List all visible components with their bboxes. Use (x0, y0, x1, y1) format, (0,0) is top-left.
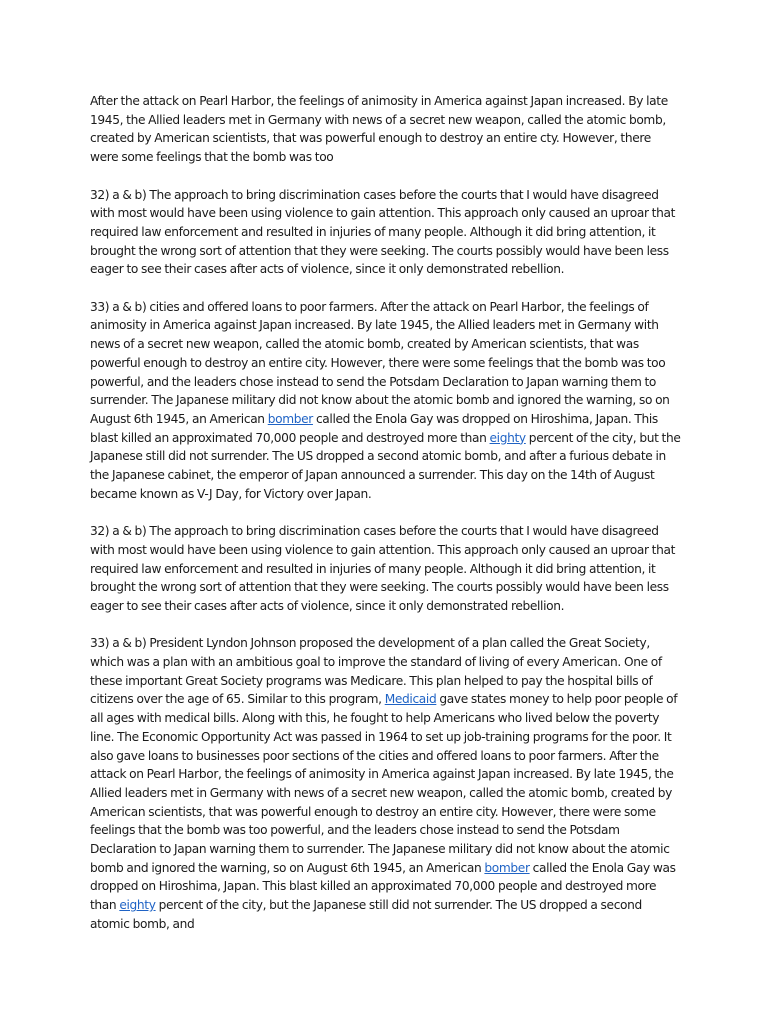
paragraph-text: 33) a & b) President Lyndon Johnson proposed the development of a plan called the Great Society, which was a plan with an ambitious goal to improve the standard of living of every American. One of these important Great Society programs was Medicare. This plan helped to pay the hospital bills of citizens over the age of 65. Similar to this program, (90, 636, 662, 707)
document-body (90, 92, 682, 952)
paragraph-text: called the Enola Gay was dropped on Hiroshima, Japan. This blast killed an approximated 70,000 people and destroyed more than (90, 860, 676, 913)
paragraph-text: 32) a & b) The approach to bring discrimination cases before the courts that I would have disagreed with most would have been using violence to gain attention. This approach only caused an uproar that required law enforcement and resulted in injuries of many people. Although it did bring attention, it brought the wrong sort of attention that they were seeking. The courts possibly would have been less eager to see their cases after acts of violence, since it only demonstrated rebellion. (90, 524, 676, 613)
paragraph-answer-33 (90, 298, 682, 504)
paragraph-text: called the Enola Gay was dropped on Hiroshima, Japan. This blast killed an approximated 70,000 people and destroyed more than (90, 411, 658, 445)
medicaid-link[interactable]: Medicaid (384, 692, 437, 707)
paragraph-text: After the attack on Pearl Harbor, the feelings of animosity in America against Japan increased. By late 1945, the Allied leaders met in Germany with news of a secret new weapon, called the atomic bomb, created by American scientists, that was powerful enough to destroy an entire cty. However, there were some feelings that the bomb was too (90, 94, 668, 165)
paragraph-text: 32) a & b) The approach to bring discrimination cases before the courts that I would have disagreed with most would have been using violence to gain attention. This approach only caused an uproar that required law enforcement and resulted in injuries of many people. Although it did bring attention, it brought the wrong sort of attention that they were seeking. The courts possibly would have been less eager to see their cases after acts of violence, since it only demonstrated rebellion. (90, 187, 676, 277)
paragraph-text: 33) a & b) cities and offered loans to poor farmers. After the attack on Pearl Harbor, the feelings of animosity in America against Japan increased. By late 1945, the Allied leaders met in Germany with news of a secret new weapon, called the atomic bomb, created by American scientists, that was powerful enough to destroy an entire city. However, there were some feelings that the bomb was too powerful, and the leaders chose instead to send the Potsdam Declaration to Japan warning them to surrender. The Japanese military did not know about the atomic bomb and ignored the warning, so on August 6th 1945, an American (90, 299, 670, 426)
paragraph-intro (90, 92, 682, 167)
paragraph-text: percent of the city, but the Japanese still did not surrender. The US dropped a second atomic bomb, and after a furious debate in the Japanese cabinet, the emperor of Japan announced a surrender. This day on the 14th of August became known as V-J Day, for Victory over Japan. (90, 430, 681, 501)
paragraph-answer-32 (90, 186, 682, 280)
paragraph-text: gave states money to help poor people of all ages with medical bills. Along with this, he fought to help Americans who lived below the poverty line. The Economic Opportunity Act was passed in 1964 to set up job-training programs for the poor. It also gave loans to businesses poor sections of the cities and offered loans to poor farmers. After the attack on Pearl Harbor, the feelings of animosity in America against Japan increased. By late 1945, the Allied leaders met in Germany with news of a secret new weapon, called the atomic bomb, created by American scientists, that was powerful enough to destroy an entire city. However, there were some feelings that the bomb was too powerful, and the leaders chose instead to send the Potsdam Declaration to Japan warning them to surrender. The Japanese military did not know about the atomic bomb and ignored the warning, so on August 6th 1945, an American (90, 692, 678, 875)
eighty-link[interactable]: eighty (489, 430, 526, 445)
paragraph-answer-32-repeat (90, 522, 682, 616)
eighty-link[interactable]: eighty (119, 898, 156, 913)
paragraph-answer-33-great-society (90, 634, 682, 933)
bomber-link[interactable]: bomber (267, 411, 313, 426)
paragraph-text: percent of the city, but the Japanese still did not surrender. The US dropped a second atomic bomb, and (90, 898, 642, 931)
bomber-link[interactable]: bomber (484, 860, 530, 875)
